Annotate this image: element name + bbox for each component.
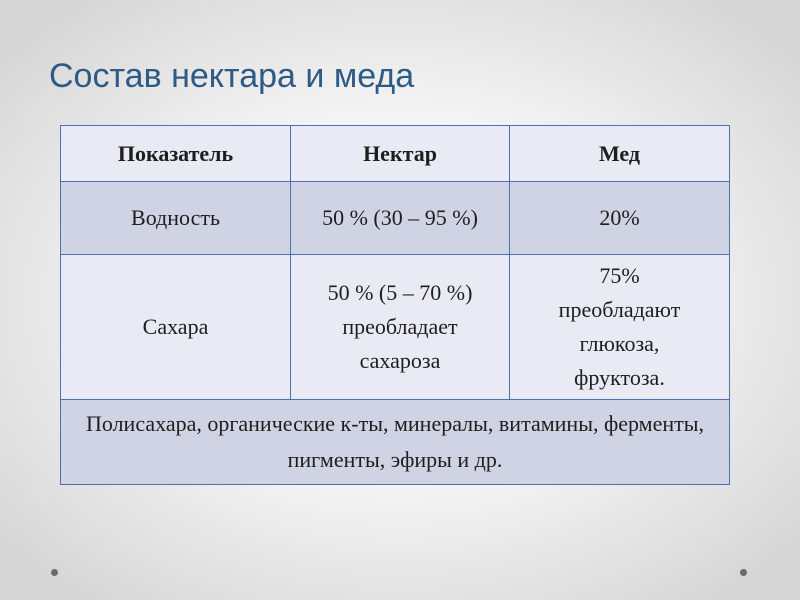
header-honey: Мед	[510, 126, 730, 182]
slide-title: Состав нектара и меда	[49, 57, 415, 95]
cell-honey-text: 75% преобладают глюкоза, фруктоза.	[558, 263, 681, 390]
cell-indicator: Водность	[61, 182, 291, 255]
cell-other-components: Полисахара, органические к-ты, минералы, витамины, ферменты, пигменты, эфиры и др.	[61, 400, 730, 485]
table-row-water-content	[61, 182, 730, 255]
cell-indicator: Сахара	[61, 255, 291, 400]
header-nectar: Нектар	[291, 126, 510, 182]
left-bullet-dot	[51, 569, 58, 576]
table-row-other-components	[61, 400, 730, 485]
cell-nectar	[291, 255, 510, 400]
cell-honey	[510, 255, 730, 400]
cell-nectar-text: 50 % (5 – 70 %) преобладает сахароза	[327, 280, 473, 373]
composition-table	[60, 125, 730, 485]
right-bullet-dot	[740, 569, 747, 576]
cell-nectar: 50 % (30 – 95 %)	[291, 182, 510, 255]
cell-honey: 20%	[510, 182, 730, 255]
table-row-sugars	[61, 255, 730, 400]
table-header-row	[61, 126, 730, 182]
header-indicator: Показатель	[61, 126, 291, 182]
